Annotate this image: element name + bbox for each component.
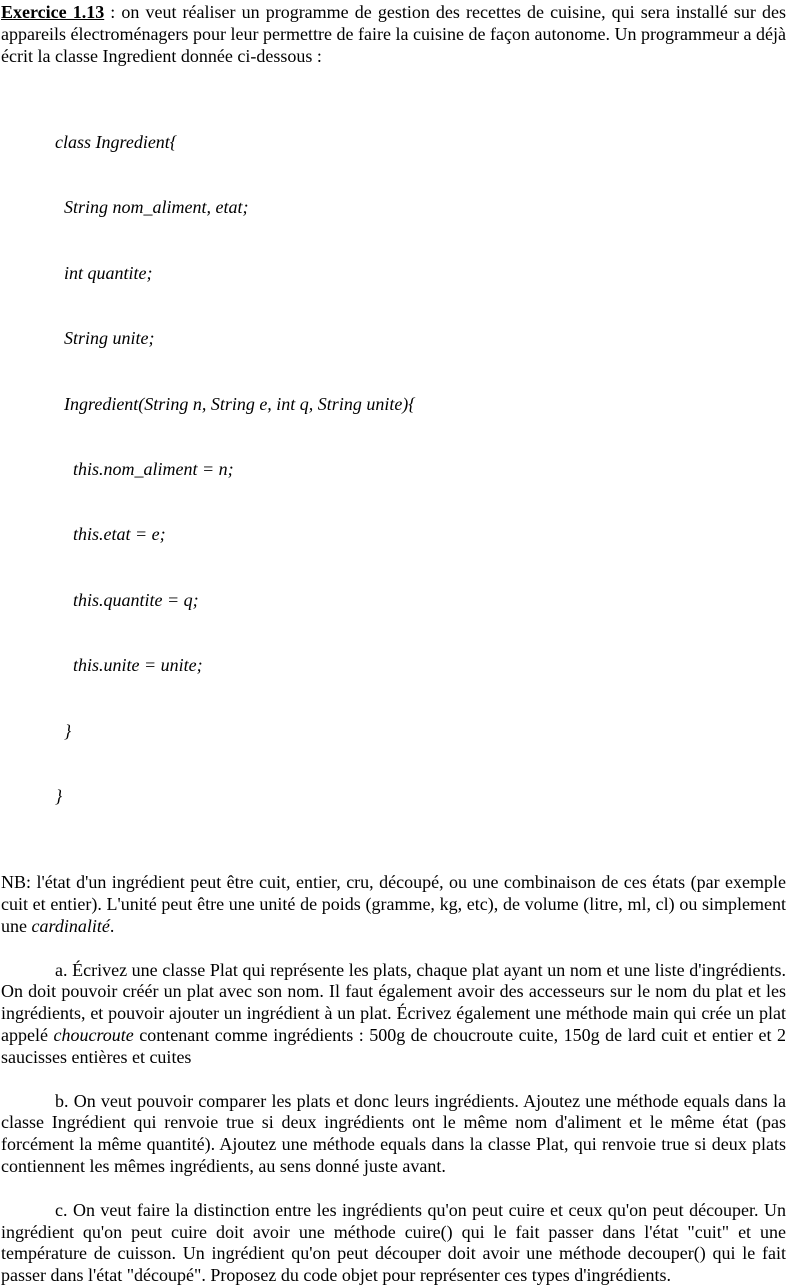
nb-text: NB: l'état d'un ingrédient peut être cuit, entier, cru, découpé, ou une combinaison de ces états (par exemple cuit et entier). L'unité peut être une unité de poids (gramme, kg, etc), de volume (litre, ml, cl) ou simplement une: [1, 872, 786, 936]
code-line: }: [55, 785, 63, 806]
question-a-text-end: contenant comme ingrédients : 500g de choucroute cuite, 150g de lard cuit et entier et 2 saucisses entières et cuites: [1, 1025, 786, 1067]
question-a-emphasis: choucroute: [53, 1025, 134, 1046]
question-b: [1, 1091, 786, 1178]
code-line: }: [55, 720, 72, 741]
code-line: this.etat = e;: [55, 524, 166, 545]
question-c: [1, 1200, 786, 1287]
code-line: this.unite = unite;: [55, 655, 203, 676]
question-b-text: b. On veut pouvoir comparer les plats et donc leurs ingrédients. Ajoutez une méthode equals dans la classe Ingrédient qui renvoie true si deux ingrédients ont le même nom d'aliment et le même état (pas forcément la même quantité). Ajoutez une méthode equals dans la classe Plat, qui renvoie true si deux plats contiennent les mêmes ingrédients, au sens donné juste avant.: [1, 1090, 786, 1177]
question-a: [1, 960, 786, 1069]
code-block: [55, 88, 786, 851]
code-line: this.nom_aliment = n;: [55, 458, 234, 479]
exercise-intro-paragraph: [1, 2, 786, 67]
exercise-intro-text: : on veut réaliser un programme de gestion des recettes de cuisine, qui sera installé sur des appareils électroménagers pour leur permettre de faire la cuisine de façon autonome. Un programmeur a déjà écrit la classe Ingredient donnée ci-dessous :: [1, 2, 786, 66]
nb-emphasis: cardinalité: [31, 915, 110, 936]
code-line: Ingredient(String n, String e, int q, String unite){: [55, 393, 416, 414]
nb-paragraph: [1, 872, 786, 937]
question-c-text: c. On veut faire la distinction entre les ingrédients qu'on peut cuire et ceux qu'on peut découper. Un ingrédient qu'on peut cuire doit avoir une méthode cuire() qui le fait passer dans l'état "cuit" et une température de cuisson. Un ingrédient qu'on peut découper doit avoir une méthode decouper() qui le fait passer dans l'état "découpé". Proposez du code objet pour représenter ces types d'ingrédients.: [1, 1199, 786, 1286]
question-a-text: a. Écrivez une classe Plat qui représente les plats, chaque plat ayant un nom et une liste d'ingrédients. On doit pouvoir créér un plat avec son nom. Il faut également avoir des accesseurs sur le nom du plat et les ingrédients, et pouvoir ajouter un ingrédient à un plat. Écrivez également une méthode main qui crée un plat appelé: [1, 959, 786, 1046]
nb-text-end: .: [109, 915, 115, 936]
code-line: this.quantite = q;: [55, 589, 199, 610]
code-line: String unite;: [55, 328, 155, 349]
code-line: String nom_aliment, etat;: [55, 197, 249, 218]
exercise-title: Exercice 1.13: [1, 2, 105, 22]
code-line: int quantite;: [55, 262, 153, 283]
code-line: class Ingredient{: [55, 131, 178, 152]
